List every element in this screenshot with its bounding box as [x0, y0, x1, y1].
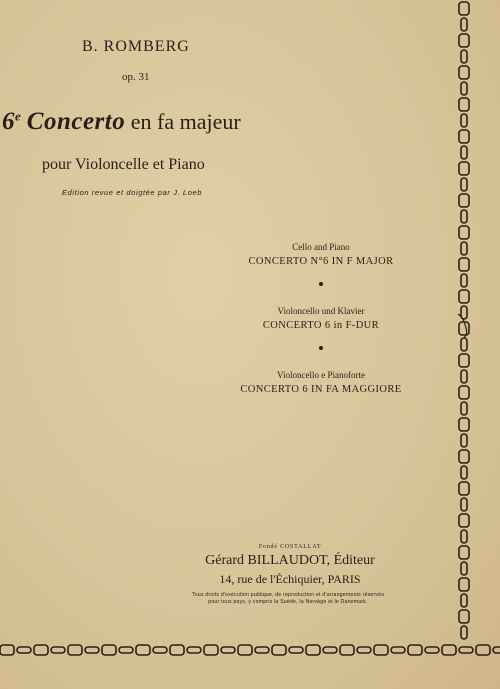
- chain-link-icon: [153, 647, 167, 653]
- edition-note: Edition revue et doigtée par J. Loeb: [62, 188, 203, 197]
- chain-link-icon: [357, 647, 371, 653]
- chain-link-icon: [459, 610, 469, 623]
- chain-link-icon: [340, 645, 354, 655]
- chain-link-icon: [459, 578, 469, 591]
- chain-link-icon: [442, 645, 456, 655]
- chain-link-icon: [459, 66, 469, 79]
- title-ordinal: e: [15, 108, 22, 124]
- chain-link-icon: [461, 146, 467, 159]
- translation-instrumentation-de: Violoncello und Klavier: [277, 306, 365, 316]
- chain-link-icon: [459, 450, 469, 463]
- chain-link-icon: [461, 594, 467, 607]
- chain-link-icon: [459, 546, 469, 559]
- chain-link-icon: [459, 514, 469, 527]
- translation-instrumentation-it: Violoncello e Pianoforte: [277, 370, 365, 380]
- rights-notice-line2: pour tous pays, y compris la Suède, la Norvège et le Danemark.: [208, 599, 368, 605]
- chain-link-icon: [187, 647, 201, 653]
- chain-link-icon: [461, 530, 467, 543]
- chain-link-icon: [51, 647, 65, 653]
- chain-link-icon: [461, 274, 467, 287]
- chain-link-icon: [459, 2, 469, 15]
- publisher-address: 14, rue de l'Échiquier, PARIS: [219, 572, 361, 586]
- translation-title-en: CONCERTO N°6 IN F MAJOR: [248, 256, 394, 267]
- chain-link-icon: [68, 645, 82, 655]
- chain-link-icon: [459, 482, 469, 495]
- composer-name: B. ROMBERG: [82, 38, 190, 55]
- chain-link-icon: [459, 258, 469, 271]
- chain-link-icon: [391, 647, 405, 653]
- chain-link-icon: [255, 647, 269, 653]
- chain-link-icon: [323, 647, 337, 653]
- chain-link-icon: [459, 98, 469, 111]
- chain-link-icon: [459, 290, 469, 303]
- chain-link-icon: [34, 645, 48, 655]
- chain-link-icon: [204, 645, 218, 655]
- chain-link-icon: [238, 645, 252, 655]
- chain-link-icon: [459, 194, 469, 207]
- chain-link-icon: [102, 645, 116, 655]
- chain-link-icon: [493, 647, 500, 653]
- chain-link-icon: [459, 322, 469, 335]
- chain-link-icon: [85, 647, 99, 653]
- chain-link-icon: [459, 130, 469, 143]
- chain-link-icon: [459, 386, 469, 399]
- subtitle: pour Violoncelle et Piano: [42, 156, 205, 173]
- chain-link-icon: [459, 354, 469, 367]
- chain-link-icon: [461, 242, 467, 255]
- chain-link-icon: [461, 370, 467, 383]
- chain-link-icon: [461, 114, 467, 127]
- chain-link-icon: [119, 647, 133, 653]
- chain-link-icon: [408, 645, 422, 655]
- separator-dot: [319, 346, 323, 350]
- chain-link-icon: [221, 647, 235, 653]
- chain-link-icon: [461, 466, 467, 479]
- chain-link-icon: [374, 645, 388, 655]
- chain-link-icon: [461, 338, 467, 351]
- chain-link-icon: [459, 647, 473, 653]
- chain-link-icon: [461, 626, 467, 639]
- title-main: Concerto: [26, 108, 126, 135]
- chain-link-icon: [461, 82, 467, 95]
- separator-dot: [319, 282, 323, 286]
- title-number: 6: [2, 108, 15, 135]
- chain-link-icon: [459, 162, 469, 175]
- chain-link-icon: [461, 402, 467, 415]
- publisher-founder: Fondé COSTALLAT: [258, 544, 322, 550]
- translation-instrumentation-en: Cello and Piano: [292, 242, 350, 252]
- chain-link-icon: [459, 226, 469, 239]
- chain-link-icon: [136, 645, 150, 655]
- chain-link-icon: [170, 645, 184, 655]
- chain-link-icon: [272, 645, 286, 655]
- chain-link-icon: [461, 498, 467, 511]
- chain-link-icon: [289, 647, 303, 653]
- publisher-name: Gérard BILLAUDOT, Éditeur: [205, 553, 375, 568]
- chain-link-icon: [306, 645, 320, 655]
- chain-link-icon: [461, 210, 467, 223]
- rights-notice-line1: Tous droits d'exécution publique, de reproduction et d'arrangements réservés: [191, 592, 385, 598]
- chain-link-icon: [459, 34, 469, 47]
- chain-link-icon: [476, 645, 490, 655]
- translation-title-de: CONCERTO 6 in F-DUR: [262, 320, 380, 331]
- chain-link-icon: [425, 647, 439, 653]
- chain-link-icon: [461, 18, 467, 31]
- chain-link-icon: [17, 647, 31, 653]
- chain-link-icon: [459, 418, 469, 431]
- chain-link-icon: [0, 645, 14, 655]
- chain-link-icon: [461, 562, 467, 575]
- chain-link-icon: [461, 178, 467, 191]
- chain-link-icon: [461, 50, 467, 63]
- work-title: [2, 108, 241, 136]
- opus-number: op. 31: [122, 71, 150, 83]
- title-key: en fa majeur: [130, 109, 241, 134]
- chain-link-icon: [461, 434, 467, 447]
- translation-title-it: CONCERTO 6 IN FA MAGGIORE: [240, 384, 402, 395]
